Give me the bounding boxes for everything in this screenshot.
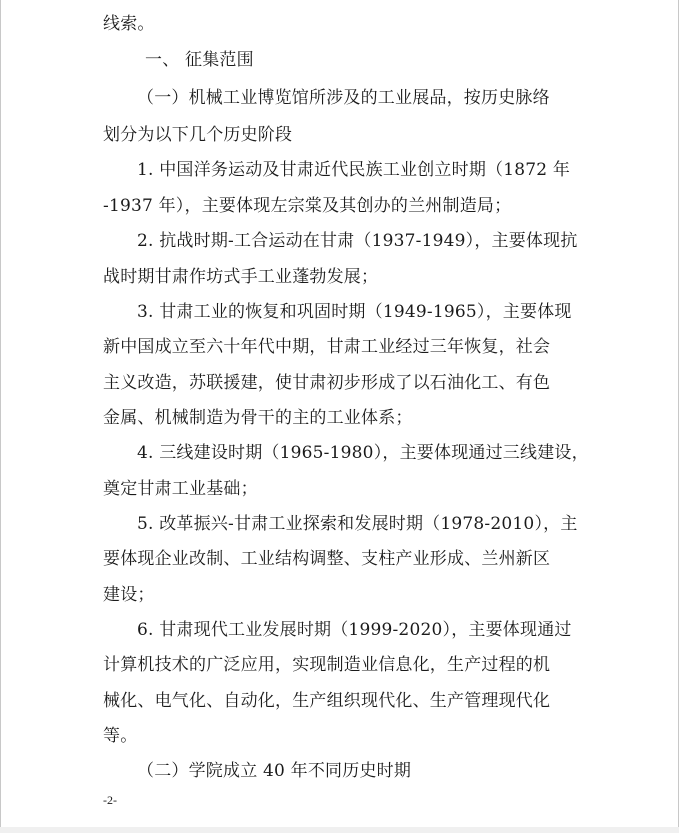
text-line: 金属、机械制造为骨干的主的工业体系； (103, 408, 413, 428)
subsection-heading: （一）机械工业博览馆所涉及的工业展品，按历史脉络 (137, 88, 550, 108)
text-line: 线索。 (103, 14, 155, 34)
page-separator (0, 827, 679, 833)
text-line: -1937 年），主要体现左宗棠及其创办的兰州制造局； (103, 196, 512, 216)
text-line: 要体现企业改制、工业结构调整、支柱产业形成、兰州新区 (103, 549, 551, 569)
section-heading: 一、 征集范围 (145, 50, 254, 70)
list-item: 5. 改革振兴-甘肃工业探索和发展时期（1978-2010），主 (137, 514, 578, 534)
text-line: 械化、电气化、自动化，生产组织现代化、生产管理现代化 (103, 691, 551, 711)
list-item: 3. 甘肃工业的恢复和巩固时期（1949-1965），主要体现 (137, 302, 572, 322)
subsection-heading: （二）学院成立 40 年不同历史时期 (137, 761, 412, 781)
list-item: 2. 抗战时期-工合运动在甘肃（1937-1949），主要体现抗 (137, 231, 578, 251)
text-line: 奠定甘肃工业基础； (103, 479, 258, 499)
text-line: 等。 (103, 726, 138, 746)
text-line: 战时期甘肃作坊式手工业蓬勃发展； (103, 267, 379, 287)
list-item: 4. 三线建设时期（1965-1980），主要体现通过三线建设， (137, 443, 589, 463)
text-line: 划分为以下几个历史阶段 (103, 125, 293, 145)
text-line: 建设； (103, 585, 155, 605)
text-line: 主义改造，苏联援建，使甘肃初步形成了以石油化工、有色 (103, 373, 551, 393)
list-item: 1. 中国洋务运动及甘肃近代民族工业创立时期（1872 年 (137, 160, 571, 180)
text-line: 计算机技术的广泛应用，实现制造业信息化，生产过程的机 (103, 655, 551, 675)
page-number: -2- (103, 793, 117, 807)
list-item: 6. 甘肃现代工业发展时期（1999-2020），主要体现通过 (137, 620, 572, 640)
text-line: 新中国成立至六十年代中期，甘肃工业经过三年恢复，社会 (103, 337, 551, 357)
